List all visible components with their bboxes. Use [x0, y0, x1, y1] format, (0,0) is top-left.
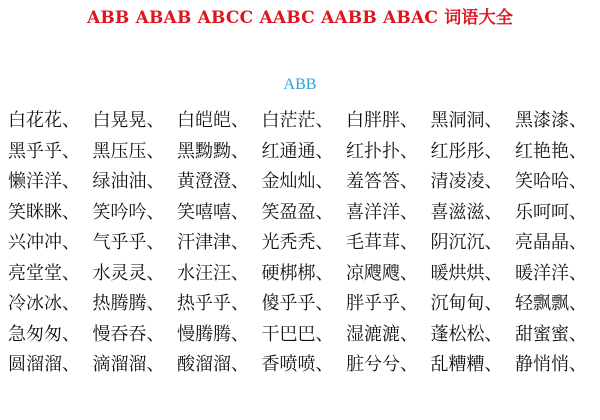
word-item: 红艳艳、 — [515, 140, 587, 162]
word-item: 毛茸茸、 — [346, 232, 418, 253]
word-item: 滴溜溜、 — [92, 354, 165, 375]
word-item: 急匆匆、 — [8, 323, 80, 345]
word-item: 香喷喷、 — [261, 354, 334, 375]
word-item: 笑眯眯、 — [8, 201, 80, 223]
word-item: 羞答答、 — [346, 171, 418, 192]
word-item: 气乎乎、 — [92, 232, 165, 253]
word-item: 黑压压、 — [92, 140, 165, 162]
word-item: 湿漉漉、 — [346, 323, 418, 345]
word-item: 懒洋洋、 — [8, 171, 80, 192]
word-item: 笑哈哈、 — [515, 171, 587, 192]
word-item: 红彤彤、 — [430, 140, 503, 162]
word-item: 暖洋洋、 — [515, 262, 587, 284]
word-item: 喜滋滋、 — [430, 201, 503, 223]
word-item: 静悄悄、 — [515, 354, 587, 375]
word-item: 汗津津、 — [177, 232, 249, 253]
word-item: 胖乎乎、 — [346, 293, 418, 314]
word-item: 金灿灿、 — [261, 171, 334, 192]
word-item: 白花花、 — [8, 110, 80, 131]
word-item: 水汪汪、 — [177, 262, 249, 284]
word-item: 亮晶晶、 — [515, 232, 587, 253]
word-item: 蓬松松、 — [430, 323, 503, 345]
word-item: 白茫茫、 — [261, 110, 334, 131]
word-item: 笑盈盈、 — [261, 201, 334, 223]
word-item: 红通通、 — [261, 140, 334, 162]
word-item: 白晃晃、 — [92, 110, 165, 131]
word-item: 亮堂堂、 — [8, 262, 80, 284]
word-item: 甜蜜蜜、 — [515, 323, 587, 345]
section-heading: ABB — [283, 76, 317, 93]
word-item: 红扑扑、 — [346, 140, 418, 162]
word-item: 脏兮兮、 — [346, 354, 418, 375]
word-item: 白皑皑、 — [177, 110, 249, 131]
word-item: 慢吞吞、 — [92, 323, 165, 345]
word-item: 黑洞洞、 — [430, 110, 503, 131]
word-item: 水灵灵、 — [92, 262, 165, 284]
word-item: 乱糟糟、 — [430, 354, 503, 375]
page-title: ABB ABAB ABCC AABC AABB ABAC 词语大全 — [86, 8, 514, 28]
word-item: 暖烘烘、 — [430, 262, 503, 284]
word-item: 沉甸甸、 — [430, 293, 503, 314]
word-item: 清凌凌、 — [430, 171, 503, 192]
word-item: 喜洋洋、 — [346, 201, 418, 223]
word-item: 笑嘻嘻、 — [177, 201, 249, 223]
word-item: 热乎乎、 — [177, 293, 249, 314]
word-grid — [8, 106, 600, 381]
word-item: 阴沉沉、 — [430, 232, 503, 253]
word-item: 兴冲冲、 — [8, 232, 80, 253]
word-item: 笑吟吟、 — [92, 201, 165, 223]
word-item: 热腾腾、 — [92, 293, 165, 314]
word-item: 黑乎乎、 — [8, 140, 80, 162]
word-item: 轻飘飘、 — [515, 293, 587, 314]
word-item: 凉飕飕、 — [346, 262, 418, 284]
word-item: 黑黝黝、 — [177, 140, 249, 162]
word-item: 傻乎乎、 — [261, 293, 334, 314]
word-item: 黑漆漆、 — [515, 110, 587, 131]
word-item: 绿油油、 — [92, 171, 165, 192]
word-item: 圆溜溜、 — [8, 354, 80, 375]
word-item: 乐呵呵、 — [515, 201, 587, 223]
word-item: 慢腾腾、 — [177, 323, 249, 345]
word-item: 黄澄澄、 — [177, 171, 249, 192]
word-item: 干巴巴、 — [261, 323, 334, 345]
word-item: 白胖胖、 — [346, 110, 418, 131]
word-item: 酸溜溜、 — [177, 354, 249, 375]
word-item: 光秃秃、 — [261, 232, 334, 253]
word-item: 硬梆梆、 — [261, 262, 334, 284]
word-item: 冷冰冰、 — [8, 293, 80, 314]
